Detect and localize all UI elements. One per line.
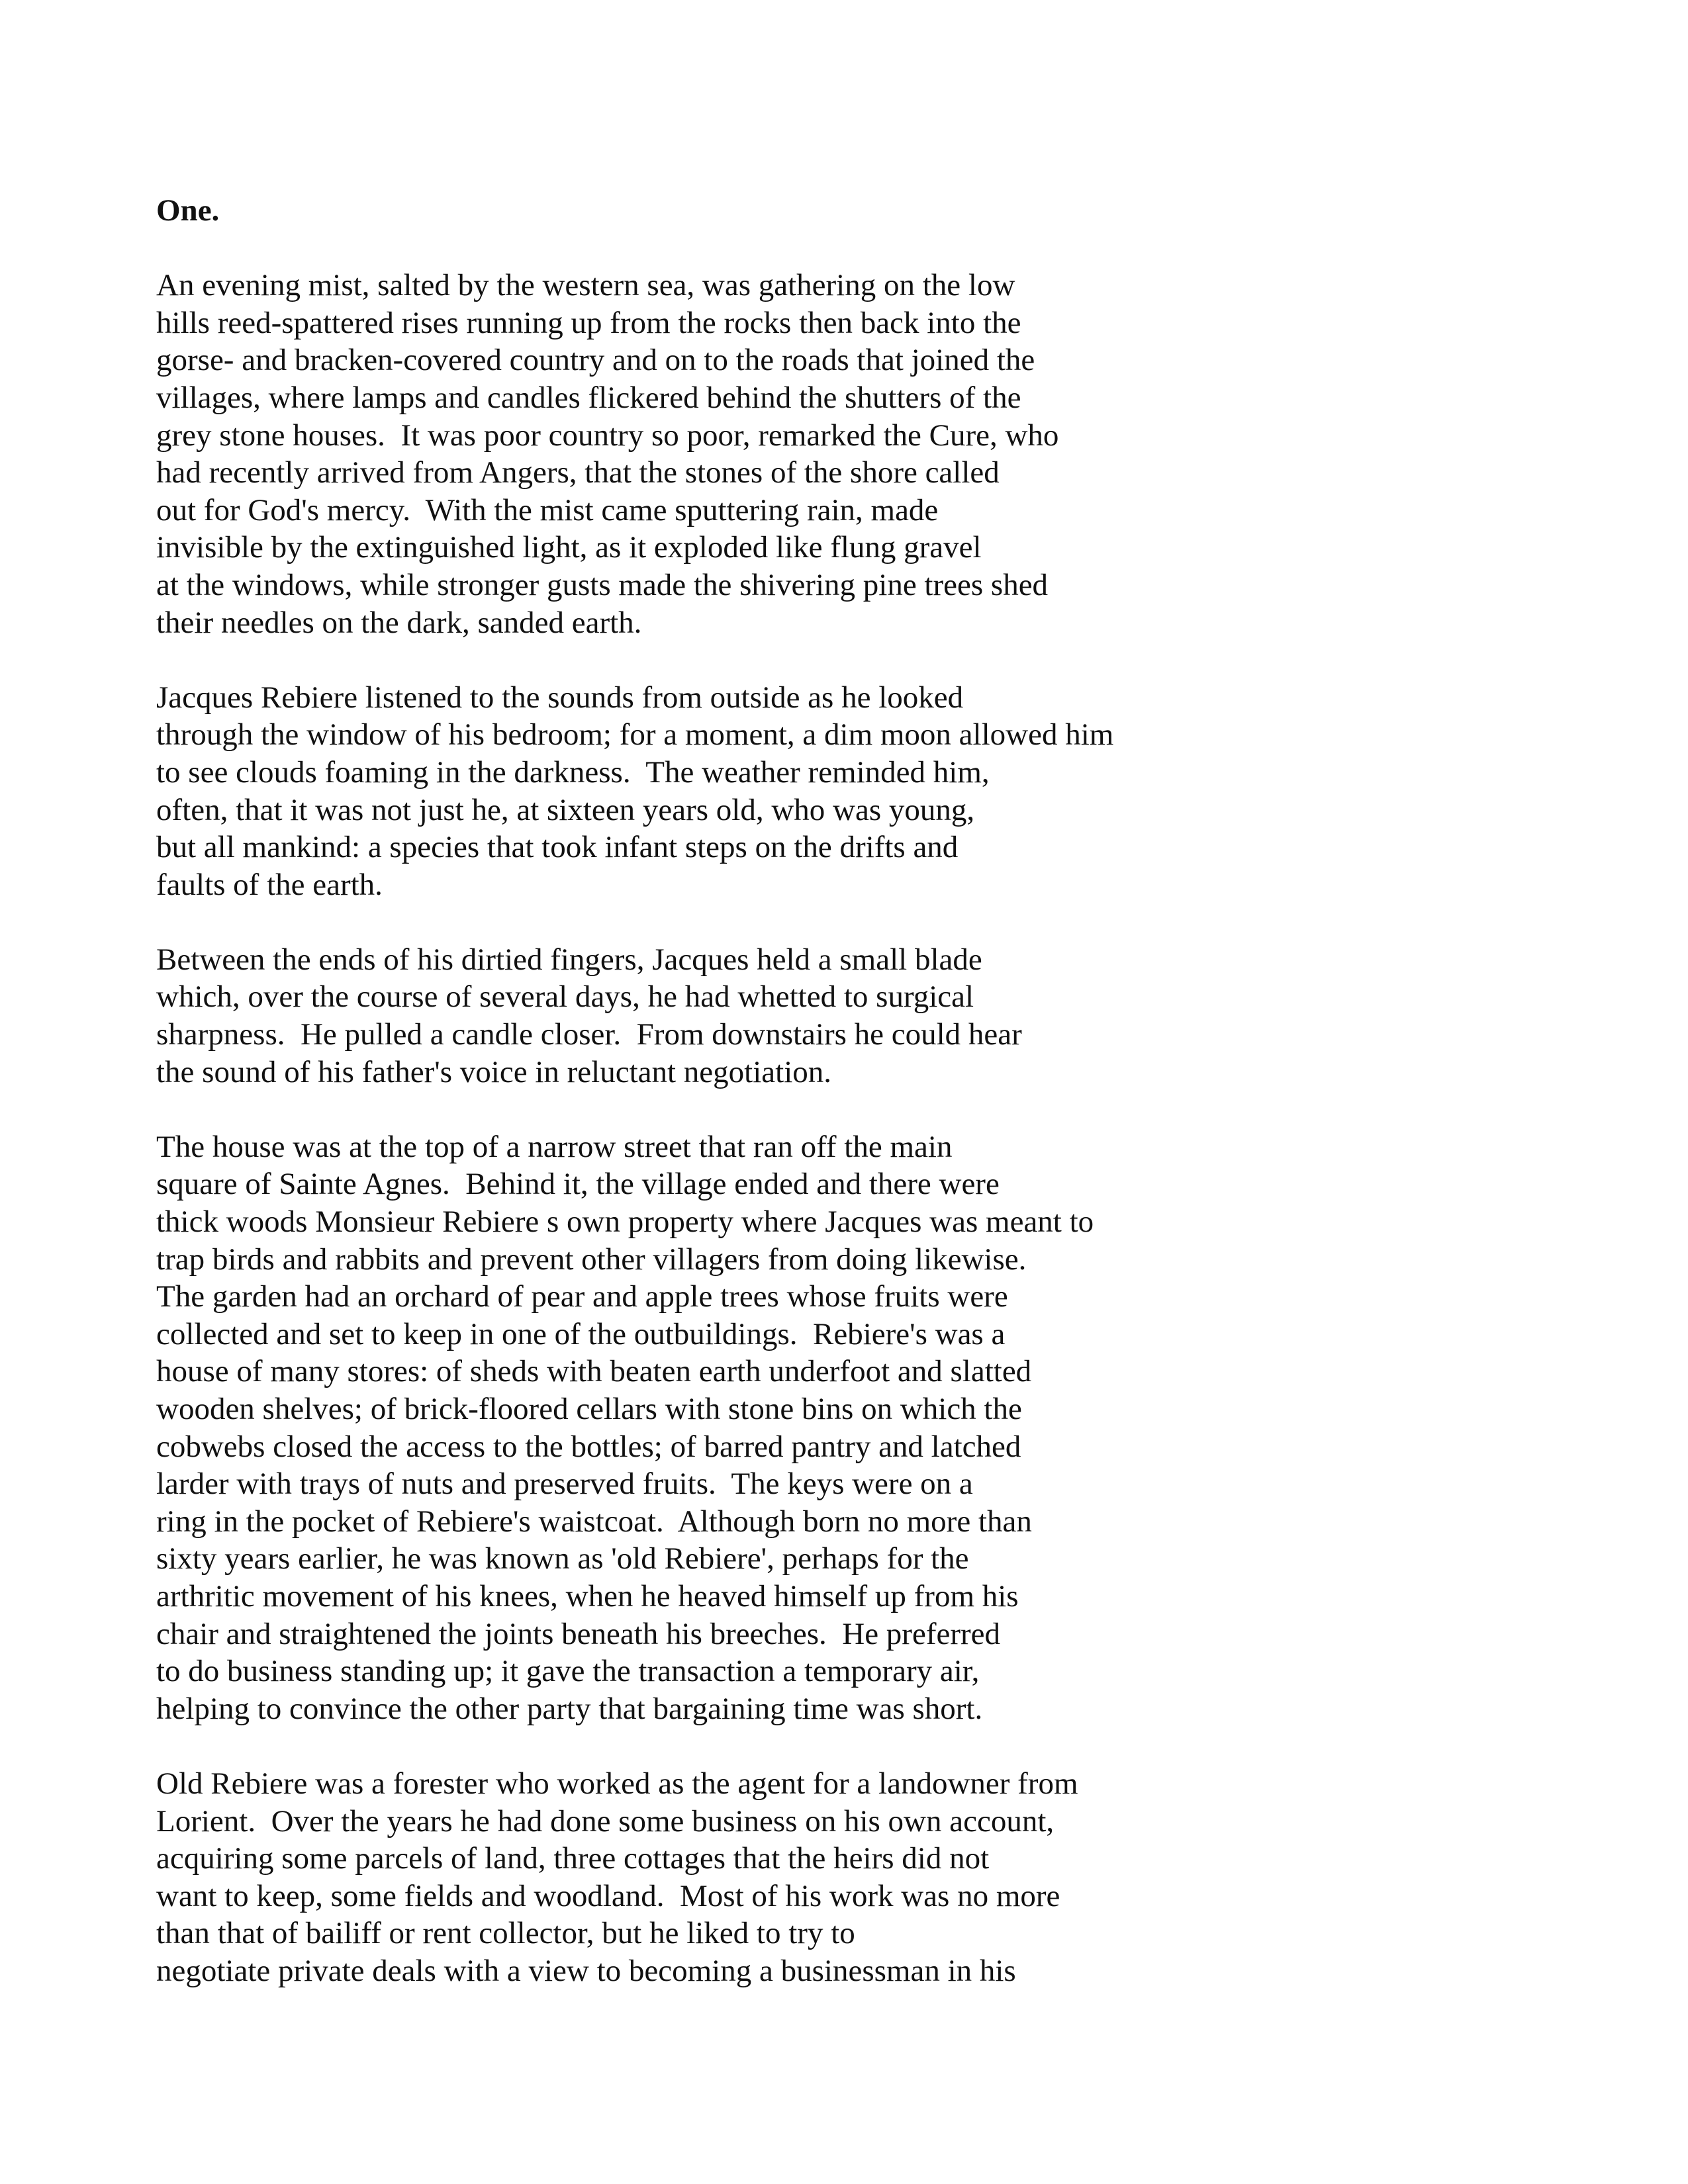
text-line: collected and set to keep in one of the outbuildings. Rebiere's was a — [156, 1316, 1006, 1351]
text-line: Between the ends of his dirtied fingers, Jacques held a small blade — [156, 942, 982, 977]
text-line: villages, where lamps and candles flickered behind the shutters of the — [156, 380, 1021, 415]
text-line: to see clouds foaming in the darkness. The weather reminded him, — [156, 754, 990, 790]
text-line: Jacques Rebiere listened to the sounds from outside as he looked — [156, 680, 964, 715]
text-line: out for God's mercy. With the mist came sputtering rain, made — [156, 492, 939, 527]
paragraph-gap — [156, 1091, 1546, 1128]
text-line: The garden had an orchard of pear and apple trees whose fruits were — [156, 1279, 1008, 1314]
text-line: negotiate private deals with a view to becoming a businessman in his — [156, 1953, 1016, 1988]
text-line: arthritic movement of his knees, when he heaved himself up from his — [156, 1578, 1019, 1614]
text-line: the sound of his father's voice in reluctant negotiation. — [156, 1054, 832, 1089]
text-line: trap birds and rabbits and prevent other villagers from doing likewise. — [156, 1242, 1027, 1277]
paragraphs — [156, 267, 1546, 1989]
text-line: at the windows, while stronger gusts made the shivering pine trees shed — [156, 567, 1049, 602]
paragraph — [156, 679, 1546, 904]
paragraph — [156, 941, 1546, 1091]
text-line: had recently arrived from Angers, that the stones of the shore called — [156, 455, 1000, 490]
text-line: sharpness. He pulled a candle closer. From downstairs he could hear — [156, 1017, 1022, 1052]
text-line: ring in the pocket of Rebiere's waistcoat. Although born no more than — [156, 1504, 1032, 1539]
text-line: hills reed-spattered rises running up from the rocks then back into the — [156, 305, 1021, 340]
text-line: chair and straightened the joints beneath his breeches. He preferred — [156, 1616, 1000, 1651]
text-line: often, that it was not just he, at sixteen years old, who was young, — [156, 792, 975, 827]
text-line: Lorient. Over the years he had done some business on his own account, — [156, 1803, 1055, 1839]
chapter-title: One. — [156, 193, 220, 228]
text-line: wooden shelves; of brick-floored cellars with stone bins on which the — [156, 1392, 1022, 1426]
paragraph — [156, 267, 1546, 641]
text-line: gorse- and bracken-covered country and on to the roads that joined the — [156, 343, 1035, 378]
spacer — [156, 230, 1546, 267]
text-line: thick woods Monsieur Rebiere s own property where Jacques was meant to — [156, 1205, 1094, 1240]
paragraph — [156, 1128, 1546, 1728]
text-line: cobwebs closed the access to the bottles; of barred pantry and latched — [156, 1429, 1021, 1464]
text-line: helping to convince the other party that bargaining time was short. — [156, 1691, 983, 1726]
text-line: to do business standing up; it gave the transaction a temporary air, — [156, 1654, 980, 1689]
paragraph-gap — [156, 903, 1546, 941]
text-line: faults of the earth. — [156, 867, 383, 902]
text-line: want to keep, some fields and woodland. Most of his work was no more — [156, 1878, 1060, 1913]
text-line: but all mankind: a species that took infant steps on the drifts and — [156, 830, 959, 865]
body-text — [156, 192, 1546, 1990]
text-line: larder with trays of nuts and preserved fruits. The keys were on a — [156, 1467, 973, 1502]
paragraph-gap — [156, 1727, 1546, 1765]
text-line: acquiring some parcels of land, three cottages that the heirs did not — [156, 1841, 990, 1876]
text-line: invisible by the extinguished light, as it exploded like flung gravel — [156, 530, 982, 565]
paragraph-gap — [156, 641, 1546, 679]
text-line: An evening mist, salted by the western sea, was gathering on the low — [156, 268, 1015, 303]
text-line: their needles on the dark, sanded earth. — [156, 605, 642, 640]
text-line: Old Rebiere was a forester who worked as the agent for a landowner from — [156, 1766, 1078, 1801]
text-line: which, over the course of several days, he had whetted to surgical — [156, 979, 974, 1015]
text-line: house of many stores: of sheds with beaten earth underfoot and slatted — [156, 1354, 1032, 1389]
text-line: square of Sainte Agnes. Behind it, the village ended and there were — [156, 1167, 1000, 1202]
text-line: The house was at the top of a narrow street that ran off the main — [156, 1129, 953, 1164]
text-line: than that of bailiff or rent collector, but he liked to try to — [156, 1916, 855, 1951]
text-line: through the window of his bedroom; for a moment, a dim moon allowed him — [156, 717, 1114, 752]
text-line: grey stone houses. It was poor country so poor, remarked the Cure, who — [156, 418, 1059, 453]
text-line: sixty years earlier, he was known as 'old Rebiere', perhaps for the — [156, 1541, 969, 1576]
paragraph — [156, 1765, 1546, 1990]
